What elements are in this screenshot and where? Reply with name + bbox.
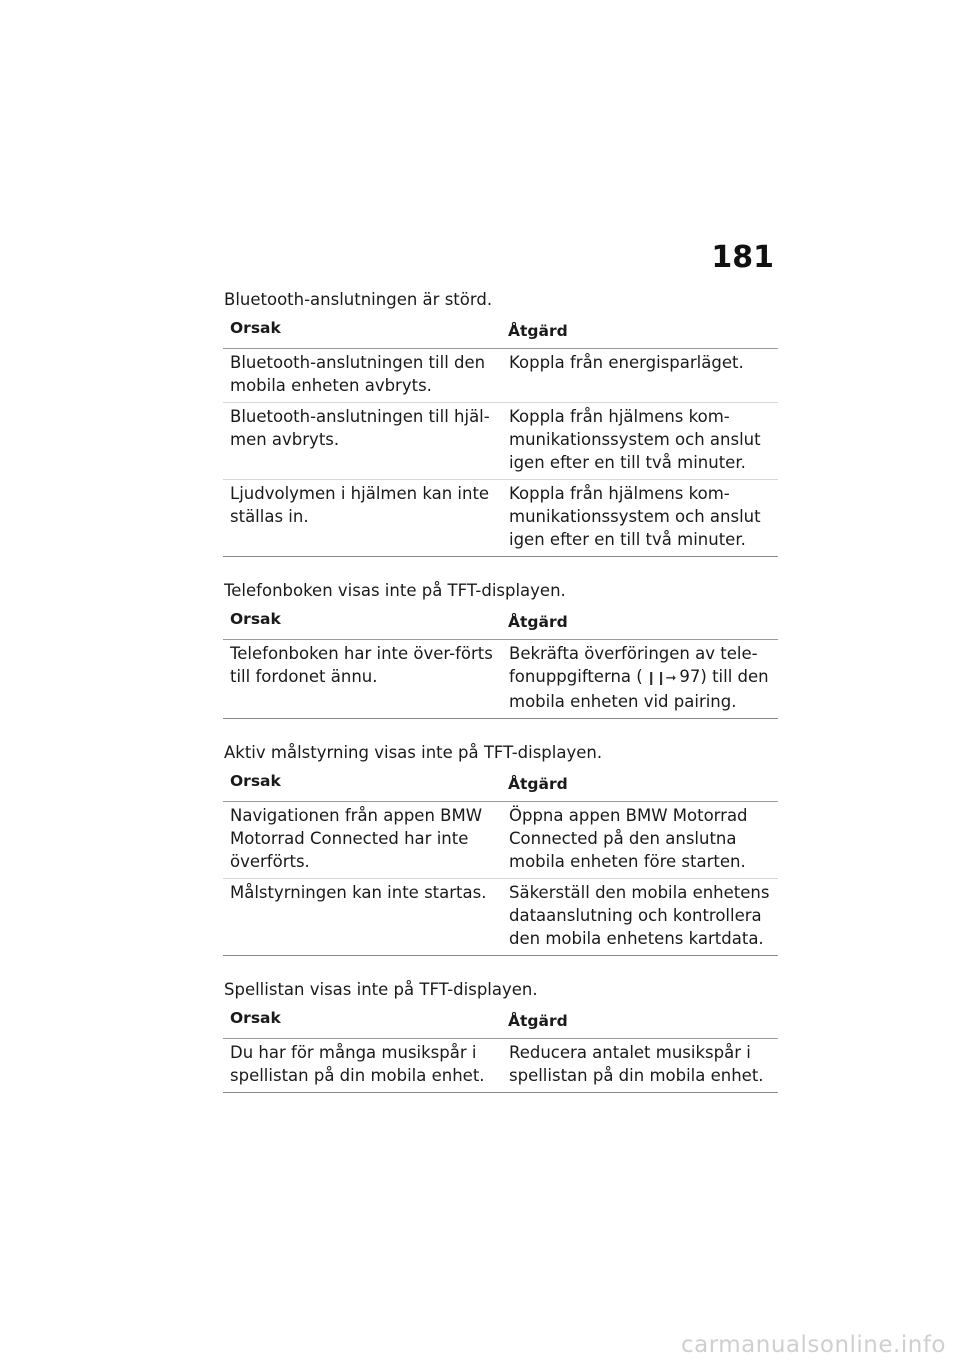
page-number: 181 [711, 240, 774, 275]
table-header-row [223, 767, 778, 802]
action-cell: Koppla från energisparläget. [501, 349, 778, 403]
section-title: Bluetooth-anslutningen är störd. [224, 290, 493, 309]
action-cell: Säkerställ den mobila enhetens dataanslutning och kontrollera den mobila enhetens kartdata. [501, 879, 778, 956]
cause-cell: Ljudvolymen i hjälmen kan inte ställas in. [223, 480, 501, 557]
page-reference-number[interactable]: 97 [679, 667, 701, 686]
cause-cell: Bluetooth-anslutningen till hjäl-men avbryts. [223, 403, 501, 480]
column-header-cause: Orsak [223, 1004, 501, 1039]
table-header-row [223, 1004, 778, 1039]
action-text-before: Bekräfta överföringen av tele-fonuppgifterna ( [509, 644, 758, 686]
watermark: carmanualsonline.info [680, 1332, 946, 1358]
table-header-row [223, 314, 778, 349]
table-row [223, 403, 778, 480]
section-title: Aktiv målstyrning visas inte på TFT-displayen. [224, 743, 603, 762]
cause-cell: Målstyrningen kan inte startas. [223, 879, 501, 956]
table-row [223, 640, 778, 719]
troubleshooting-table [223, 314, 778, 557]
column-header-cause: Orsak [223, 605, 501, 640]
action-cell [501, 640, 778, 719]
action-cell: Koppla från hjälmens kom-munikationssystem och anslut igen efter en till två minuter. [501, 403, 778, 480]
table-row [223, 1039, 778, 1093]
section-title: Spellistan visas inte på TFT-displayen. [224, 980, 538, 999]
column-header-action: Åtgärd [501, 314, 778, 349]
section-phonebook-not-shown [223, 577, 778, 719]
column-header-action: Åtgärd [501, 1004, 778, 1039]
section-bluetooth-disturbed [223, 286, 778, 557]
action-text-after: ) till den mobila enheten vid pairing. [509, 667, 769, 711]
table-row [223, 480, 778, 557]
action-cell: Reducera antalet musikspår i spellistan på din mobila enhet. [501, 1039, 778, 1093]
column-header-cause: Orsak [223, 314, 501, 349]
table-row [223, 802, 778, 879]
cause-cell: Navigationen från appen BMW Motorrad Connected har inte överförts. [223, 802, 501, 879]
cause-cell: Telefonboken har inte över-förts till fordonet ännu. [223, 640, 501, 719]
section-guidance-not-shown [223, 739, 778, 956]
table-header-row [223, 605, 778, 640]
cause-cell: Bluetooth-anslutningen till den mobila enheten avbryts. [223, 349, 501, 403]
troubleshooting-table [223, 605, 778, 719]
page-content [223, 286, 778, 1113]
table-row [223, 879, 778, 956]
action-cell: Koppla från hjälmens kom-munikationssystem och anslut igen efter en till två minuter. [501, 480, 778, 557]
column-header-action: Åtgärd [501, 767, 778, 802]
cause-cell: Du har för många musikspår i spellistan på din mobila enhet. [223, 1039, 501, 1093]
column-header-action: Åtgärd [501, 605, 778, 640]
section-title: Telefonboken visas inte på TFT-displayen. [224, 581, 566, 600]
table-row [223, 349, 778, 403]
column-header-cause: Orsak [223, 767, 501, 802]
troubleshooting-table [223, 767, 778, 956]
troubleshooting-table [223, 1004, 778, 1093]
page-reference-arrow-icon: ❙❙➞ [645, 671, 676, 686]
action-cell: Öppna appen BMW Motorrad Connected på den anslutna mobila enheten före starten. [501, 802, 778, 879]
section-playlist-not-shown [223, 976, 778, 1093]
